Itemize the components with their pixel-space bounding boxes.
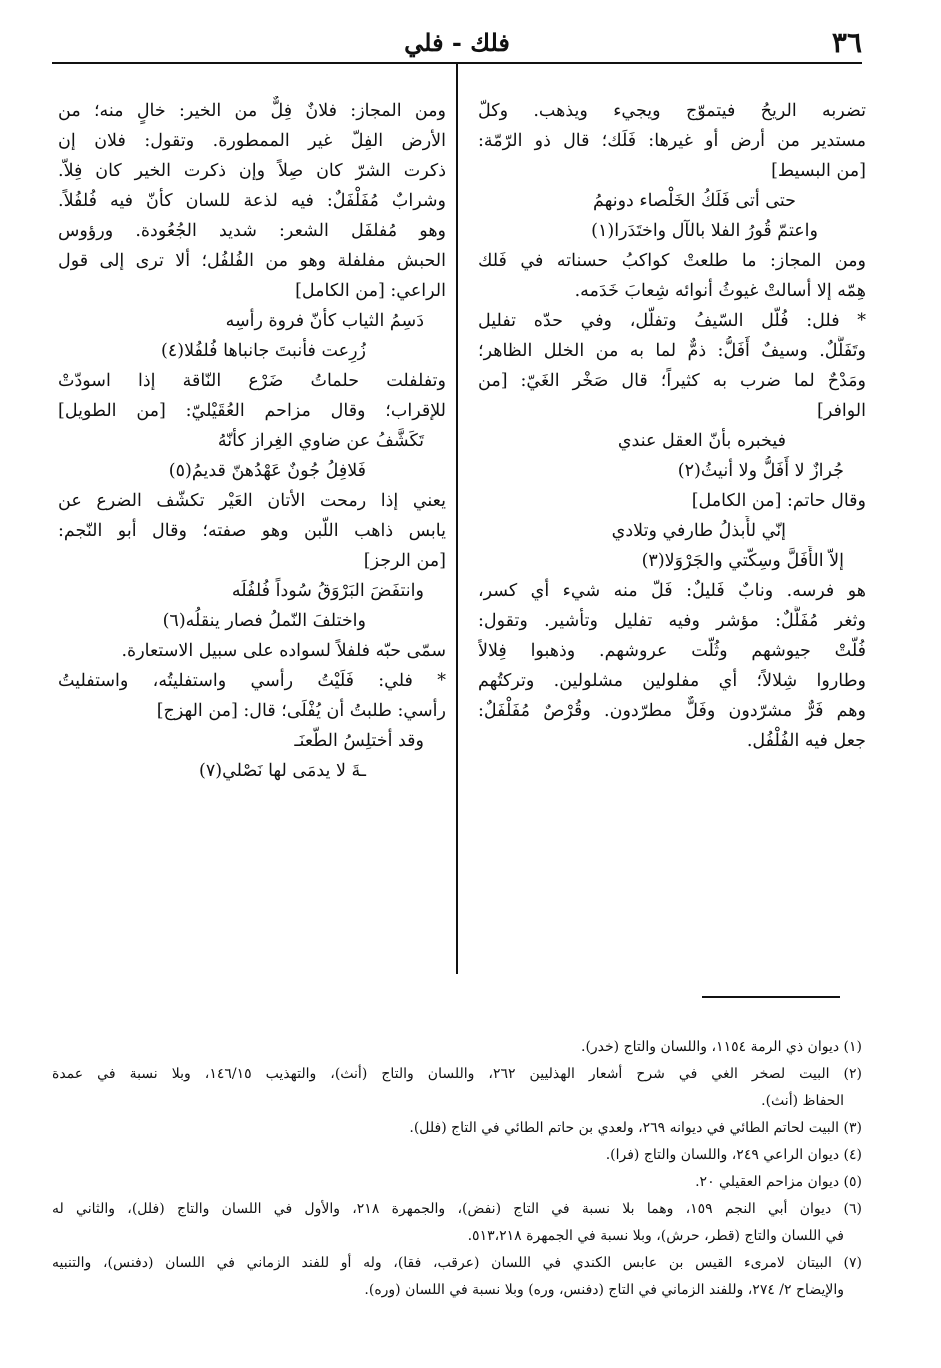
verse-line: فيخبره بأنّ العقل عندي bbox=[617, 431, 786, 451]
running-title: فلك - فلي bbox=[404, 28, 510, 57]
text-line: ذكرت الشرّ كان صِلاً وإن ذكرت الخير كان فِلاّ. bbox=[58, 161, 446, 181]
verse-line: دَسِمُ الثياب كأنّ فروة رأسِه bbox=[225, 311, 424, 331]
footnote-line: الحفاظ (أنث). bbox=[761, 1093, 844, 1109]
verse-line: إلاّ الأَفَلَّ وسِكّتي والجَرْوَلا(٣) bbox=[641, 551, 844, 571]
text-line: جعل فيه الفُلْفُل. bbox=[746, 731, 866, 751]
verse-line: جُرازٌ لا أَفَلُّ ولا أنيثُ(٢) bbox=[677, 461, 844, 481]
footnote-line: في اللسان والتاج (قطر، حرش)، وبلا نسبة في الجمهرة ٥١٣،٢١٨. bbox=[467, 1228, 844, 1244]
verse-line: تَكَشَّفُ عن ضاوي الغِراز كأنّهُ bbox=[217, 431, 424, 451]
text-line: رأسي: طلبتُ أن يُفْلَى؛ قال: [من الهزج] bbox=[156, 701, 446, 721]
text-line: هِمّه إلا أسالتْ غيوثُ أنوائه شِعابَ خَدَمه. bbox=[574, 281, 866, 301]
text-line: ومن المجاز: ما طلعتْ كواكبُ حسناته في فَلك bbox=[478, 251, 866, 271]
text-line: وتَفَلُّلٌ. وسيفٌ أَفَلُّ: ذمٌّ لما به من الخلل الظاهر؛ bbox=[478, 341, 866, 361]
right-column bbox=[478, 96, 866, 756]
text-line: ومَدْحٌ لما ضرب به كثيراً؛ قال صَخْر الغَيّ: [من bbox=[478, 371, 866, 391]
entry-line: * فلي: فَلَيْتُ رأسي واستفليتُه، واستفليتُ bbox=[58, 671, 446, 691]
page-number: ٣٦ bbox=[831, 26, 862, 59]
footnote-rule bbox=[702, 996, 840, 998]
entry-line: * فلل: فُلّل السّيفُ وتفلّل، وفي حدّه تفليل bbox=[478, 311, 866, 331]
footnote-line: (٣) البيت لحاتم الطائي في ديوانه ٢٦٩، ولعدي بن حاتم الطائي في التاج (فلل). bbox=[409, 1120, 862, 1136]
text-line: وشرابٌ مُفَلْفَلٌ: فيه لذعة للسان كأنّ فيه فُلفُلاً. bbox=[58, 191, 446, 211]
text-line: الحبش مفلفلة وهو من الفُلفُل؛ ألا ترى إلى قول bbox=[58, 251, 446, 271]
verse-line: إنّي لأَبذلُ طارفي وتلادي bbox=[611, 521, 786, 541]
footnotes bbox=[52, 1034, 862, 1304]
footnote-line: والإيضاح ٢/ ٢٧٤، وللفند الزماني في التاج (دفنس، وره) وبلا نسبة في اللسان (وره). bbox=[364, 1282, 844, 1298]
verse-line: وقد أختلِسُ الطّعنَـ bbox=[294, 731, 424, 751]
verse-line: فَلافِلُ جُونٌ عَهْدُهنّ قديمُ(٥) bbox=[168, 461, 366, 481]
text-line: تضربه الريحُ فيتموّج ويجيء ويذهب. وكلّ bbox=[478, 101, 866, 121]
text-line: سمّى حبّه فلفلاً لسواده على سبيل الاستعارة. bbox=[121, 641, 446, 661]
text-line: فُلّتْ جيوشهم وثُلّت عروشهم. وذهبوا فِلالاً bbox=[478, 641, 866, 661]
text-line: وقال حاتم: [من الكامل] bbox=[691, 491, 866, 511]
text-line: يابس ذاهب اللّبن وهو صفته؛ وقال أبو النّجم: bbox=[58, 521, 446, 541]
text-line: الأرض الفِلّ غير الممطورة. وتقول: فلان إن bbox=[58, 131, 446, 151]
verse-line: واختلفَ النّملُ فصار ينقلُه(٦) bbox=[162, 611, 366, 631]
text-line: وهم فَرٌّ مشرّدون وفَلٌّ مطرّدون. وقُرْصٌ مُفَلْفَلٌ: bbox=[478, 701, 866, 721]
footnote-line: (٢) البيت لصخر الغي في شرح أشعار الهذليين ٢٦٢، واللسان والتاج (أنث)، والتهذيب ١٤٦/١٥، وبلا نسبة في عمدة bbox=[52, 1066, 862, 1082]
text-line: وهو مُفلفَل الشعر: شديد الجُعُودة. ورؤوس bbox=[58, 221, 446, 241]
text-line: يعني إذا رمحت الأتان العَيْر تكشّف الضرع عن bbox=[58, 491, 446, 511]
text-line: ومن المجاز: فلانٌ فِلٌّ من الخير: خالٍ منه؛ من bbox=[58, 101, 446, 121]
text-line: وطاروا شِلالاً؛ أي مفلولين مشلولين. وتركتُهم bbox=[478, 671, 866, 691]
meter-label: [من البسيط] bbox=[771, 161, 866, 181]
footnote-line: (٤) ديوان الراعي ٢٤٩، واللسان والتاج (فرا). bbox=[605, 1147, 862, 1163]
verse-line: زُرِعت فأنبتَ جانباها فُلفُلا(٤) bbox=[161, 341, 366, 361]
text-line: وثغر مُفَلَّلٌ: مؤشر وفيه تفليل وتأشير. وتقول: bbox=[478, 611, 866, 631]
meter-label: الوافر] bbox=[817, 401, 866, 421]
verse-line: وانتفَضَ البَرْوَقُ سُوداً فُلفُلَه bbox=[231, 581, 424, 601]
footnote-line: (٧) البيتان لامرىء القيس بن عابس الكندي في اللسان (عرقب، فقا)، وله أو للفند الزماني في اللسان (دفنس)، والتنبيه bbox=[52, 1255, 862, 1271]
text-line: الراعي: [من الكامل] bbox=[295, 281, 446, 301]
verse-line: واعتمّ قُورُ الفلا بالآل واختَدَرا(١) bbox=[591, 221, 818, 241]
footnote-line: (٥) ديوان مزاحم العقيلي ٢٠. bbox=[695, 1174, 862, 1190]
text-line: وتفلفلت حلماتُ ضَرْع النّاقة إذا اسودّتْ bbox=[58, 371, 446, 391]
footnote-line: (٦) ديوان أبي النجم ١٥٩، وهما بلا نسبة في التاج (نفض)، والجمهرة ٢١٨، والأول في اللسان والتاج (فلل)، والثاني له bbox=[52, 1201, 862, 1217]
column-divider bbox=[456, 64, 458, 974]
text-line: هو فرسه. ونابٌ فَليلٌ: فَلّ منه شيء أي كسر، bbox=[478, 581, 866, 601]
meter-label: [من الرجز] bbox=[363, 551, 446, 571]
page-header bbox=[52, 22, 862, 66]
footnote-line: (١) ديوان ذي الرمة ١١٥٤، واللسان والتاج (خدر). bbox=[581, 1039, 862, 1055]
text-line: للإقراب؛ وقال مزاحم العُقَيْليّ: [من الطويل] bbox=[58, 401, 446, 421]
verse-line: ـةَ لا يدمَى لها نَصْلي(٧) bbox=[199, 761, 366, 781]
verse-line: حتى أتى فَلَكُ الخَلْصاء دونهمُ bbox=[592, 191, 796, 211]
left-column bbox=[58, 96, 446, 786]
text-line: مستدير من أرض أو غيرها: فَلَك؛ قال ذو الرّمّة: bbox=[478, 131, 866, 151]
